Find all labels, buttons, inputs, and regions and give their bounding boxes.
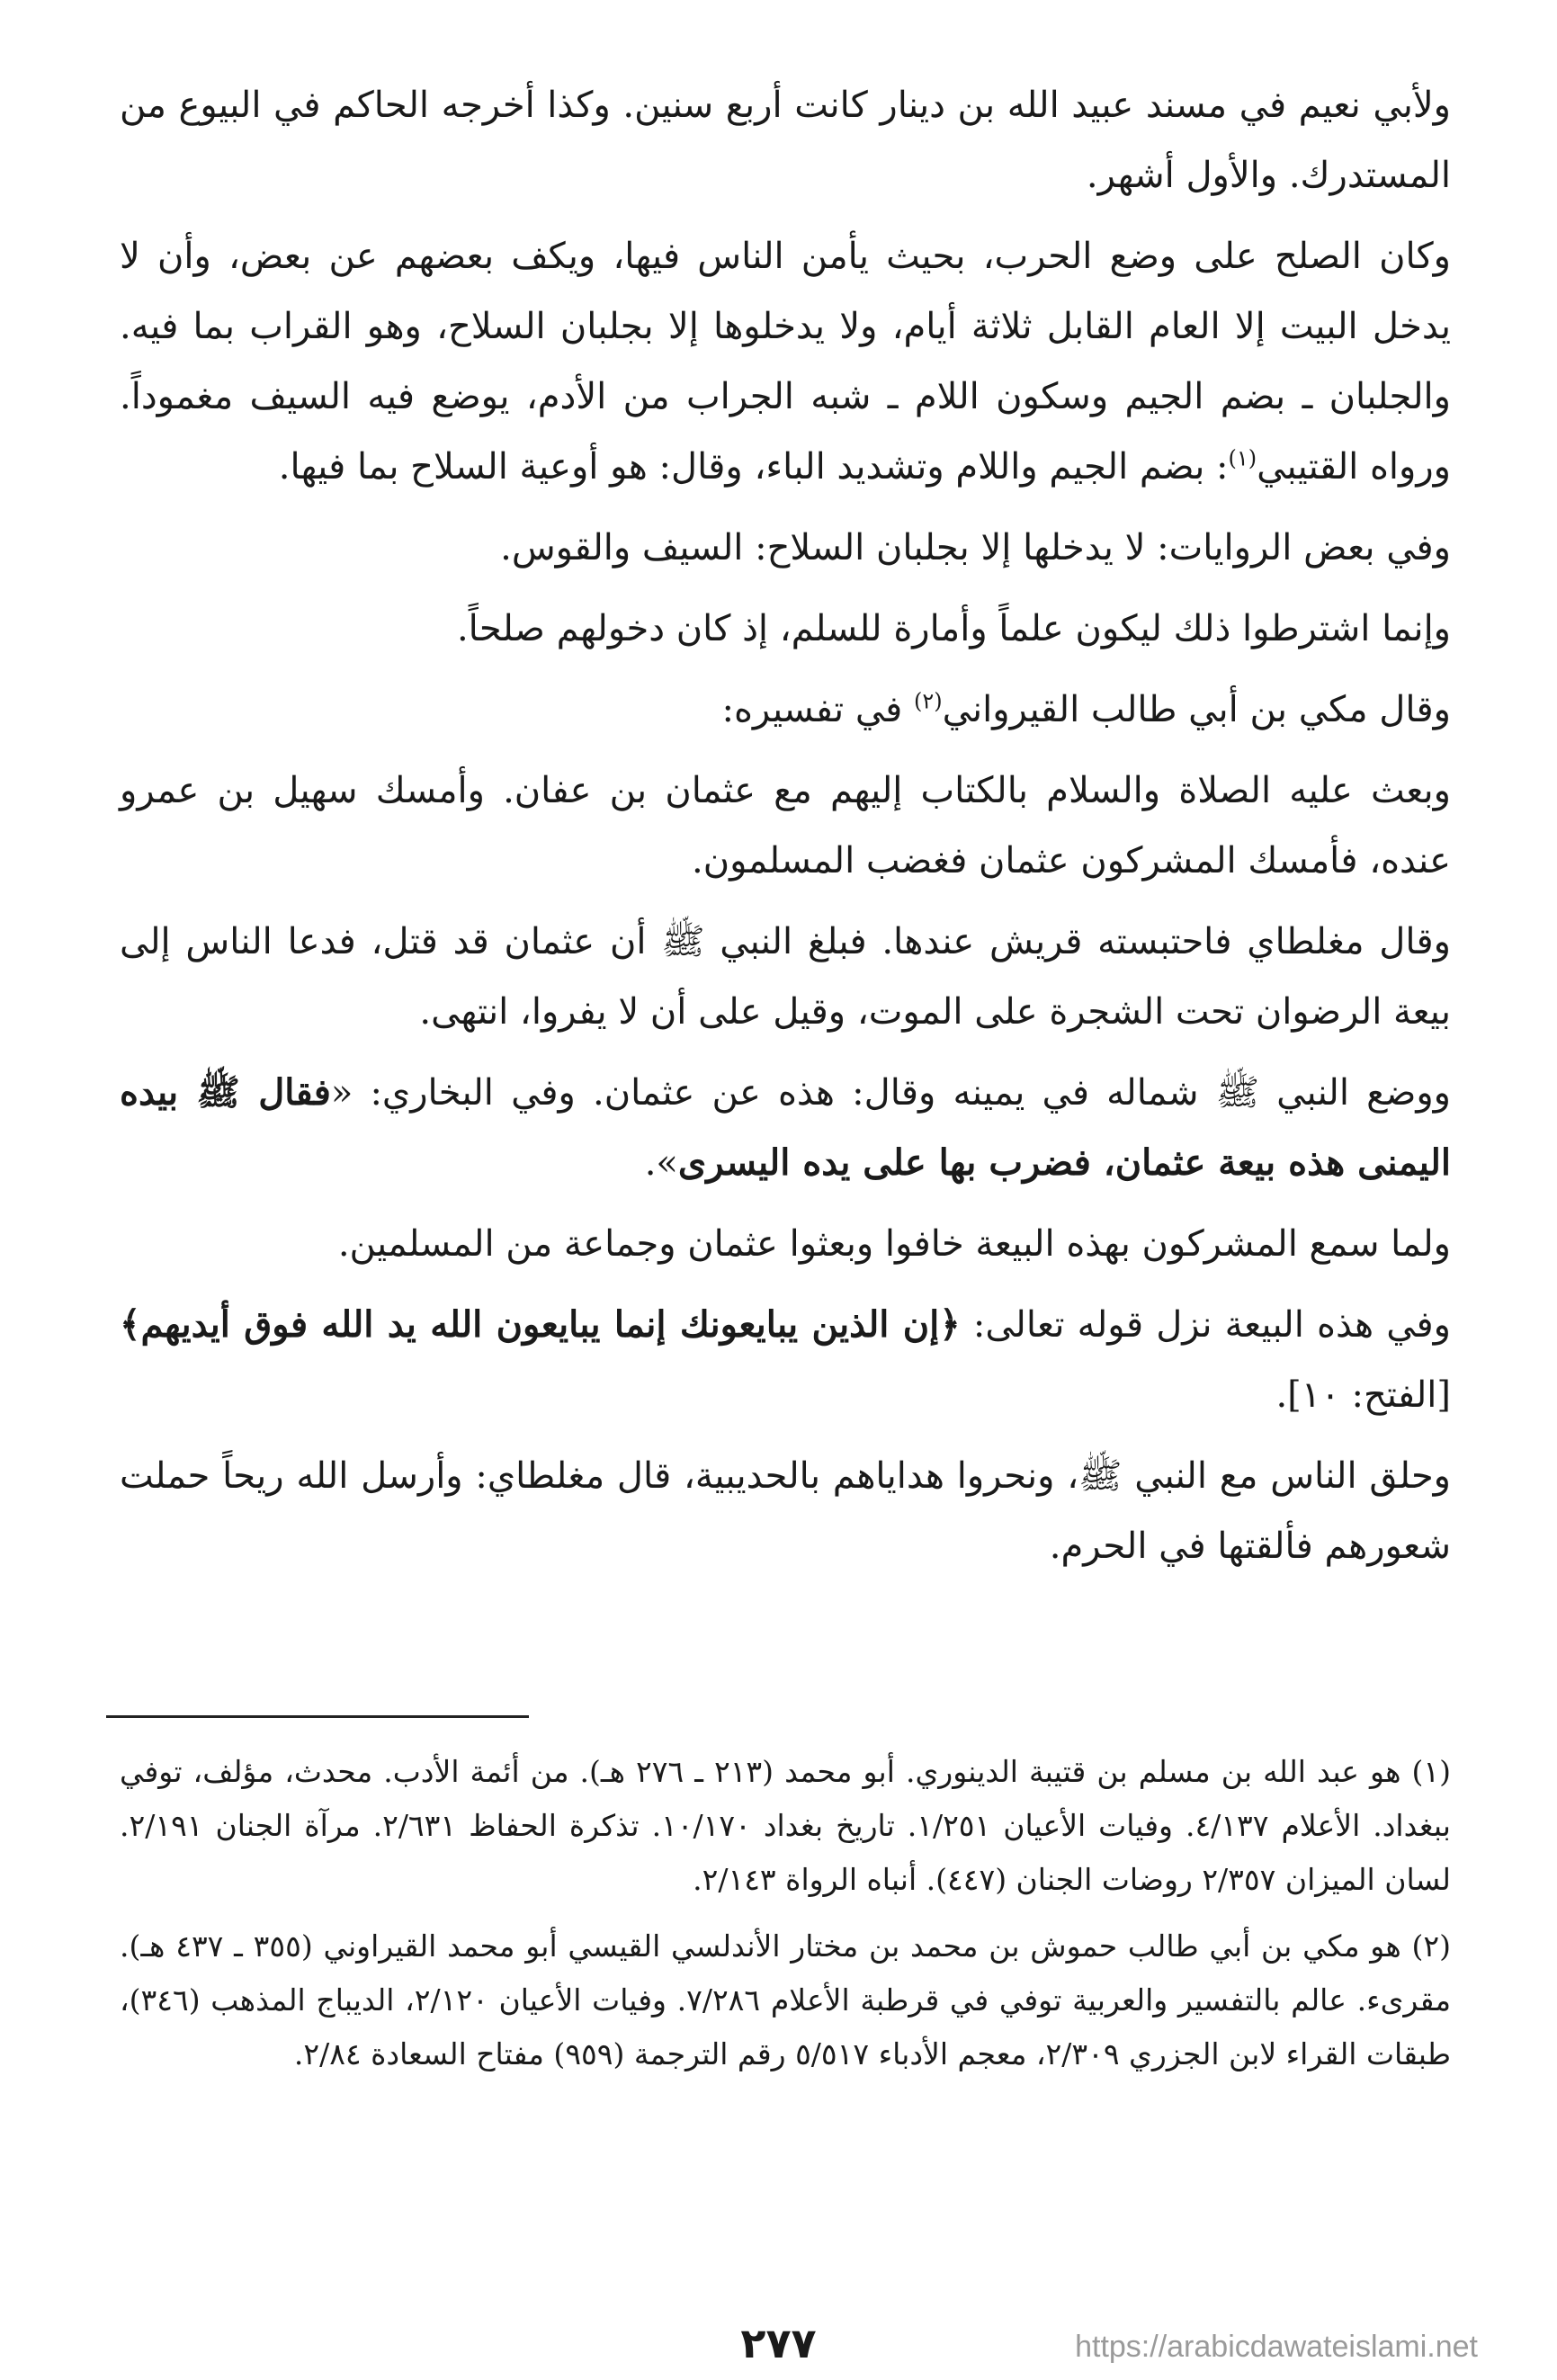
paragraph-5-text-a: وقال مكي بن أبي طالب القيرواني: [942, 689, 1451, 730]
footnotes: [120, 1745, 1451, 2094]
paragraph-5: [120, 675, 1451, 745]
paragraph-10: [120, 1290, 1451, 1430]
paragraph-2-text-a: وكان الصلح على وضع الحرب، بحيث يأمن الناس فيها، ويكف بعضهم عن بعض، وأن لا يدخل البيت إلا العام القابل ثلاثة أيام، ولا يدخلوها إلا بجلبان السلاح، وهو القراب بما فيه. والجلبان ـ بضم الجيم وسكون اللام ـ شبه الجراب من الأدم، يوضع فيه السيف مغموداً. ورواه القتيبي: [120, 236, 1451, 488]
main-text: [120, 70, 1451, 1592]
footnote-2: (٢) هو مكي بن أبي طالب حموش بن محمد بن مختار الأندلسي القيسي أبو محمد القيراوني (٣٥٥ ـ ٤٣٧ هـ). مقرىء. عالم بالتفسير والعربية توفي في قرطبة الأعلام ٧/٢٨٦. وفيات الأعيان ٢/١٢٠، الديباج المذهب (٣٤٦)، طبقات القراء لابن الجزري ٢/٣٠٩، معجم الأدباء ٥/٥١٧ رقم الترجمة (٩٥٩) مفتاح السعادة ٢/٨٤.: [120, 1928, 1451, 2071]
paragraph-3: وفي بعض الروايات: لا يدخلها إلا بجلبان السلاح: السيف والقوس.: [500, 527, 1451, 568]
paragraph-2-text-b: : بضم الجيم واللام وتشديد الباء، وقال: هو أوعية السلاح بما فيها.: [278, 446, 1229, 488]
paragraph-4: وإنما اشترطوا ذلك ليكون علماً وأمارة للسلم، إذ كان دخولهم صلحاً.: [456, 608, 1451, 649]
paragraph-2: [120, 221, 1451, 502]
footnote-ref-2[interactable]: (٢): [914, 688, 943, 714]
quran-verse: ﴿إن الذين يبايعونك إنما يبايعون الله يد الله فوق أيديهم﴾: [120, 1303, 961, 1346]
paragraph-8: [120, 1058, 1451, 1198]
paragraph-7: وقال مغلطاي فاحتبسته قريش عندها. فبلغ النبي ﷺ أن عثمان قد قتل، فدعا الناس إلى بيعة الرضوان تحت الشجرة على الموت، وقيل على أن لا يفروا، انتهى.: [120, 921, 1451, 1033]
watermark-url: https://arabicdawateislami.net: [1075, 2330, 1478, 2364]
paragraph-5-text-b: في تفسيره:: [721, 689, 914, 730]
footnote-1: (١) هو عبد الله بن مسلم بن قتيبة الدينوري. أبو محمد (٢١٣ ـ ٢٧٦ هـ). من أئمة الأدب. محدث، مؤلف، توفي ببغداد. الأعلام ٤/١٣٧. وفيات الأعيان ١/٢٥١. تاريخ بغداد ١٠/١٧٠. تذكرة الحفاظ ٢/٦٣١. مرآة الجنان ٢/١٩١. لسان الميزان ٢/٣٥٧ روضات الجنان (٤٤٧). أنباه الرواة ٢/١٤٣.: [120, 1754, 1451, 1897]
paragraph-11: وحلق الناس مع النبي ﷺ، ونحروا هداياهم بالحديبية، قال مغلطاي: وأرسل الله ريحاً حملت شعورهم فألقتها في الحرم.: [120, 1455, 1451, 1567]
paragraph-9: ولما سمع المشركون بهذه البيعة خافوا وبعثوا عثمان وجماعة من المسلمين.: [337, 1223, 1451, 1265]
paragraph-10-text-b: [الفتح: ١٠].: [1275, 1374, 1451, 1416]
paragraph-10-text-a: وفي هذه البيعة نزل قوله تعالى:: [960, 1304, 1451, 1346]
footnote-ref-1[interactable]: (١): [1228, 445, 1257, 471]
hadith-quote: فقال ﷺ بيده اليمنى هذه بيعة عثمان، فضرب بها على يده اليسرى: [120, 1071, 1451, 1184]
paragraph-6: وبعث عليه الصلاة والسلام بالكتاب إليهم مع عثمان بن عفان. وأمسك سهيل بن عمرو عنده، فأمسك المشركون عثمان فغضب المسلمون.: [120, 770, 1451, 881]
paragraph-8-text-b: ».: [644, 1142, 678, 1184]
paragraph-8-text-a: ووضع النبي ﷺ شماله في يمينه وقال: هذه عن عثمان. وفي البخاري: «: [330, 1072, 1451, 1114]
paragraph-1: ولأبي نعيم في مسند عبيد الله بن دينار كانت أربع سنين. وكذا أخرجه الحاكم في البيوع من المستدرك. والأول أشهر.: [120, 85, 1451, 196]
page-number: ٢٧٧: [740, 2319, 817, 2367]
footnote-separator: [106, 1715, 529, 1718]
